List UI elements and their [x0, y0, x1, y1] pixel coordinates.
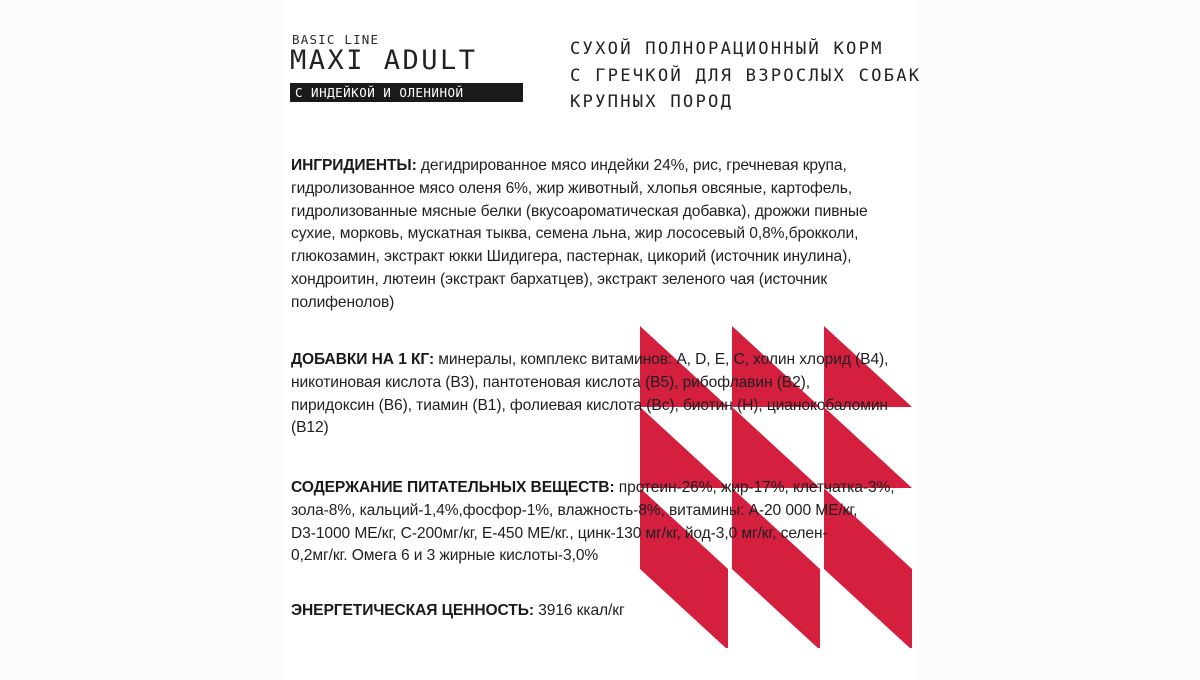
ingredients-heading: ИНГРИДИЕНТЫ:: [291, 157, 417, 174]
nutrients-section: [291, 477, 916, 568]
ingredients-line: гидролизованное мясо оленя 6%, жир животный, хлопья овсяные, картофель,: [291, 179, 853, 197]
left-margin-band: [0, 0, 285, 680]
flavor-label: С ИНДЕЙКОЙ И ОЛЕНИНОЙ: [290, 83, 523, 102]
ingredients-line: полифенолов): [291, 293, 395, 311]
additives-line: (B12): [291, 419, 329, 437]
description-line: КРУПНЫХ ПОРОД: [570, 92, 734, 112]
additives-line: [291, 349, 916, 372]
nutrients-heading: СОДЕРЖАНИЕ ПИТАТЕЛЬНЫХ ВЕЩЕСТВ:: [291, 479, 615, 496]
nutrients-line: D3-1000 МЕ/кг, C-200мг/кг, E-450 МЕ/кг., цинк-130 мг/кг, йод-3,0 мг/кг, селен-: [291, 524, 828, 542]
energy-section: [291, 600, 916, 623]
additives-section: [291, 349, 916, 440]
nutrients-text: протеин-26%, жир-17%, клетчатка-3%,: [614, 479, 895, 496]
product-name: MAXI ADULT: [290, 45, 478, 76]
energy-line: [291, 600, 916, 623]
additives-heading: ДОБАВКИ НА 1 КГ:: [291, 351, 435, 368]
description-line: С ГРЕЧКОЙ ДЛЯ ВЗРОСЛЫХ СОБАК: [570, 65, 922, 86]
ingredients-line: глюкозамин, экстракт юкки Шидигера, пастернак, цикорий (источник инулина),: [291, 248, 852, 266]
ingredients-line: [291, 155, 916, 178]
ingredients-text: дегидрированное мясо индейки 24%, рис, гречневая крупа,: [416, 157, 847, 174]
energy-heading: ЭНЕРГЕТИЧЕСКАЯ ЦЕННОСТЬ:: [291, 602, 534, 619]
nutrients-line: зола-8%, кальций-1,4%,фосфор-1%, влажность-8%, витамины: A-20 000 МЕ/кг,: [291, 501, 858, 519]
additives-line: никотиновая кислота (B3), пантотеновая кислота (B5), рибофлавин (B2),: [291, 373, 810, 391]
product-description: [570, 36, 930, 116]
description-line: СУХОЙ ПОЛНОРАЦИОННЫЙ КОРМ: [570, 39, 884, 59]
nutrients-line: [291, 477, 916, 500]
ingredients-line: гидролизованные мясные белки (вкусоароматическая добавка), дрожжи пивные: [291, 202, 868, 220]
nutrients-line: 0,2мг/кг. Омега 6 и 3 жирные кислоты-3,0%: [291, 547, 599, 565]
additives-text: минералы, комплекс витаминов: A, D, E, C, холин хлорид (B4),: [434, 351, 889, 368]
product-line-label: BASIC LINE: [292, 32, 380, 47]
energy-value: 3916 ккал/кг: [533, 602, 625, 619]
additives-line: пиридоксин (B6), тиамин (B1), фолиевая кислота (Bc), биотин (H), цианокобаломин: [291, 396, 888, 414]
right-margin-band: [915, 0, 1200, 680]
ingredients-section: [291, 155, 916, 315]
ingredients-line: хондроитин, лютеин (экстракт бархатцев), экстракт зеленого чая (источник: [291, 270, 828, 288]
ingredients-line: сухие, морковь, мускатная тыква, семена льна, жир лососевый 0,8%,брокколи,: [291, 225, 859, 243]
